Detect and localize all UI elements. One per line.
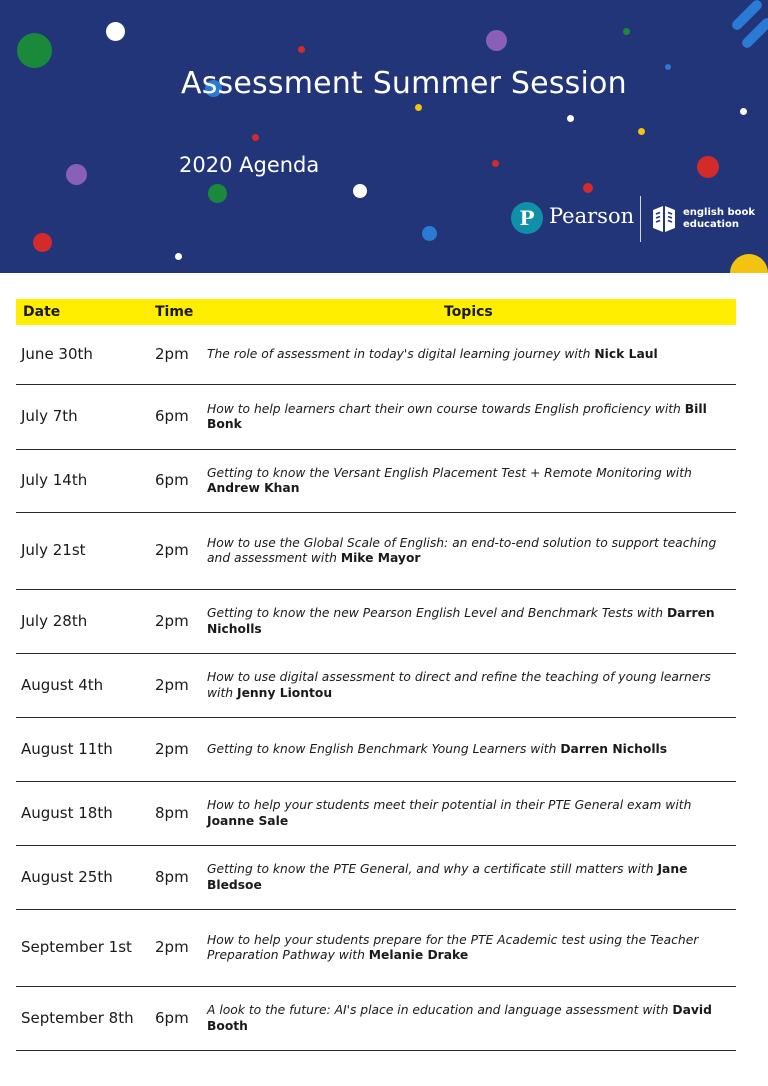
row-date: August 4th xyxy=(21,675,104,694)
speaker-name: Darren Nicholls xyxy=(560,741,668,756)
confetti-dot xyxy=(66,164,87,185)
table-row xyxy=(16,385,736,450)
topic-text: How to use digital assessment to direct and refine the teaching of young learners with xyxy=(207,670,711,700)
row-time: 8pm xyxy=(155,803,189,822)
row-date: July 7th xyxy=(21,407,78,425)
row-time: 6pm xyxy=(155,471,189,489)
column-header-time: Time xyxy=(155,304,194,320)
row-time: 6pm xyxy=(155,407,189,425)
table-row xyxy=(16,325,736,385)
row-topic xyxy=(207,536,733,567)
topic-text: How to help your students prepare for the PTE Academic test using the Teacher Preparation Pathway with xyxy=(207,932,699,962)
row-date: July 21st xyxy=(21,541,86,559)
row-topic xyxy=(207,1003,733,1034)
topic-text: Getting to know the new Pearson English Level and Benchmark Tests with xyxy=(207,606,664,620)
row-topic xyxy=(207,466,733,497)
row-date: August 11th xyxy=(21,739,113,758)
speaker-name: Andrew Khan xyxy=(207,481,300,495)
speaker-name: David Booth xyxy=(207,1003,712,1033)
row-topic xyxy=(207,798,733,829)
row-time: 2pm xyxy=(155,675,189,694)
confetti-dot xyxy=(33,233,52,252)
topic-text: A look to the future: AI's place in education and language assessment with xyxy=(207,1003,669,1017)
page-subtitle: 2020 Agenda xyxy=(179,153,320,177)
table-row xyxy=(16,513,736,590)
row-topic xyxy=(207,402,733,433)
confetti-dot xyxy=(583,183,593,193)
row-time: 6pm xyxy=(155,1008,189,1027)
speaker-name: Melanie Drake xyxy=(368,948,469,962)
row-date: September 8th xyxy=(21,1008,134,1027)
row-date: August 18th xyxy=(21,803,113,822)
topic-text: Getting to know the Versant English Placement Test + Remote Monitoring with xyxy=(207,465,692,480)
confetti-dot xyxy=(17,33,52,68)
table-row xyxy=(16,782,736,846)
row-topic xyxy=(207,606,733,637)
table-body xyxy=(16,325,736,1051)
topic-text: The role of assessment in today's digital learning journey with xyxy=(207,346,591,361)
table-row xyxy=(16,718,736,782)
topic-text: Getting to know English Benchmark Young Learners with xyxy=(207,741,557,756)
table-row xyxy=(16,846,736,910)
row-time: 8pm xyxy=(155,867,189,886)
confetti-dot xyxy=(623,28,630,35)
row-topic xyxy=(207,742,733,758)
topic-text: How to help learners chart their own course towards English proficiency with xyxy=(207,401,681,416)
row-topic xyxy=(207,347,733,363)
row-time: 2pm xyxy=(155,344,189,363)
confetti-dot xyxy=(486,30,507,51)
table-row xyxy=(16,654,736,718)
wordmark-line: education xyxy=(683,219,739,230)
row-date: August 25th xyxy=(21,867,113,886)
row-date: September 1st xyxy=(21,938,132,956)
page-title: Assessment Summer Session xyxy=(181,66,627,101)
book-logo-icon xyxy=(651,204,677,234)
topic-text: Getting to know the PTE General, and why a certificate still matters with xyxy=(207,862,654,876)
pearson-logo-icon: P xyxy=(511,202,543,234)
header-banner xyxy=(0,0,768,273)
row-time: 2pm xyxy=(155,739,189,758)
topic-text: How to help your students meet their potential in their PTE General exam with xyxy=(207,798,692,812)
row-time: 2pm xyxy=(155,938,189,956)
row-date: July 14th xyxy=(21,471,88,489)
confetti-dot xyxy=(415,104,422,111)
logo-divider xyxy=(640,196,641,242)
row-topic xyxy=(207,933,733,964)
speaker-name: Bill Bonk xyxy=(207,401,707,431)
confetti-dot xyxy=(298,46,305,53)
row-date: June 30th xyxy=(21,344,93,363)
confetti-dot xyxy=(730,254,768,273)
column-header-date: Date xyxy=(23,304,61,320)
row-date: July 28th xyxy=(21,611,88,630)
confetti-dot xyxy=(175,253,182,260)
column-header-topics: Topics xyxy=(444,304,493,320)
row-topic xyxy=(207,862,733,893)
confetti-dot xyxy=(567,115,574,122)
confetti-dot xyxy=(740,108,747,115)
table-row xyxy=(16,450,736,513)
speaker-name: Joanne Sale xyxy=(207,813,289,828)
table-row xyxy=(16,910,736,987)
agenda-table xyxy=(16,299,736,1051)
speaker-name: Jane Bledsoe xyxy=(207,862,688,892)
confetti-dot xyxy=(492,160,499,167)
confetti-dot xyxy=(252,134,259,141)
confetti-dot xyxy=(208,184,227,203)
confetti-dot xyxy=(353,184,367,198)
table-row xyxy=(16,987,736,1051)
topic-text: How to use the Global Scale of English: an end-to-end solution to support teaching and assessment with xyxy=(207,535,717,565)
speaker-name: Mike Mayor xyxy=(340,551,421,565)
confetti-dot xyxy=(697,156,719,178)
speaker-name: Darren Nicholls xyxy=(207,606,715,636)
english-book-education-wordmark xyxy=(683,207,755,231)
confetti-dot xyxy=(106,22,125,41)
confetti-dot xyxy=(638,128,645,135)
confetti-dot xyxy=(665,64,671,70)
table-row xyxy=(16,590,736,654)
row-time: 2pm xyxy=(155,541,189,559)
row-topic xyxy=(207,670,733,701)
table-header xyxy=(16,299,736,325)
confetti-dot xyxy=(422,226,437,241)
wordmark-line: english book xyxy=(683,207,756,218)
pearson-wordmark: Pearson xyxy=(549,204,635,228)
speaker-name: Nick Laul xyxy=(594,346,658,361)
row-time: 2pm xyxy=(155,611,189,630)
speaker-name: Jenny Liontou xyxy=(237,685,333,700)
